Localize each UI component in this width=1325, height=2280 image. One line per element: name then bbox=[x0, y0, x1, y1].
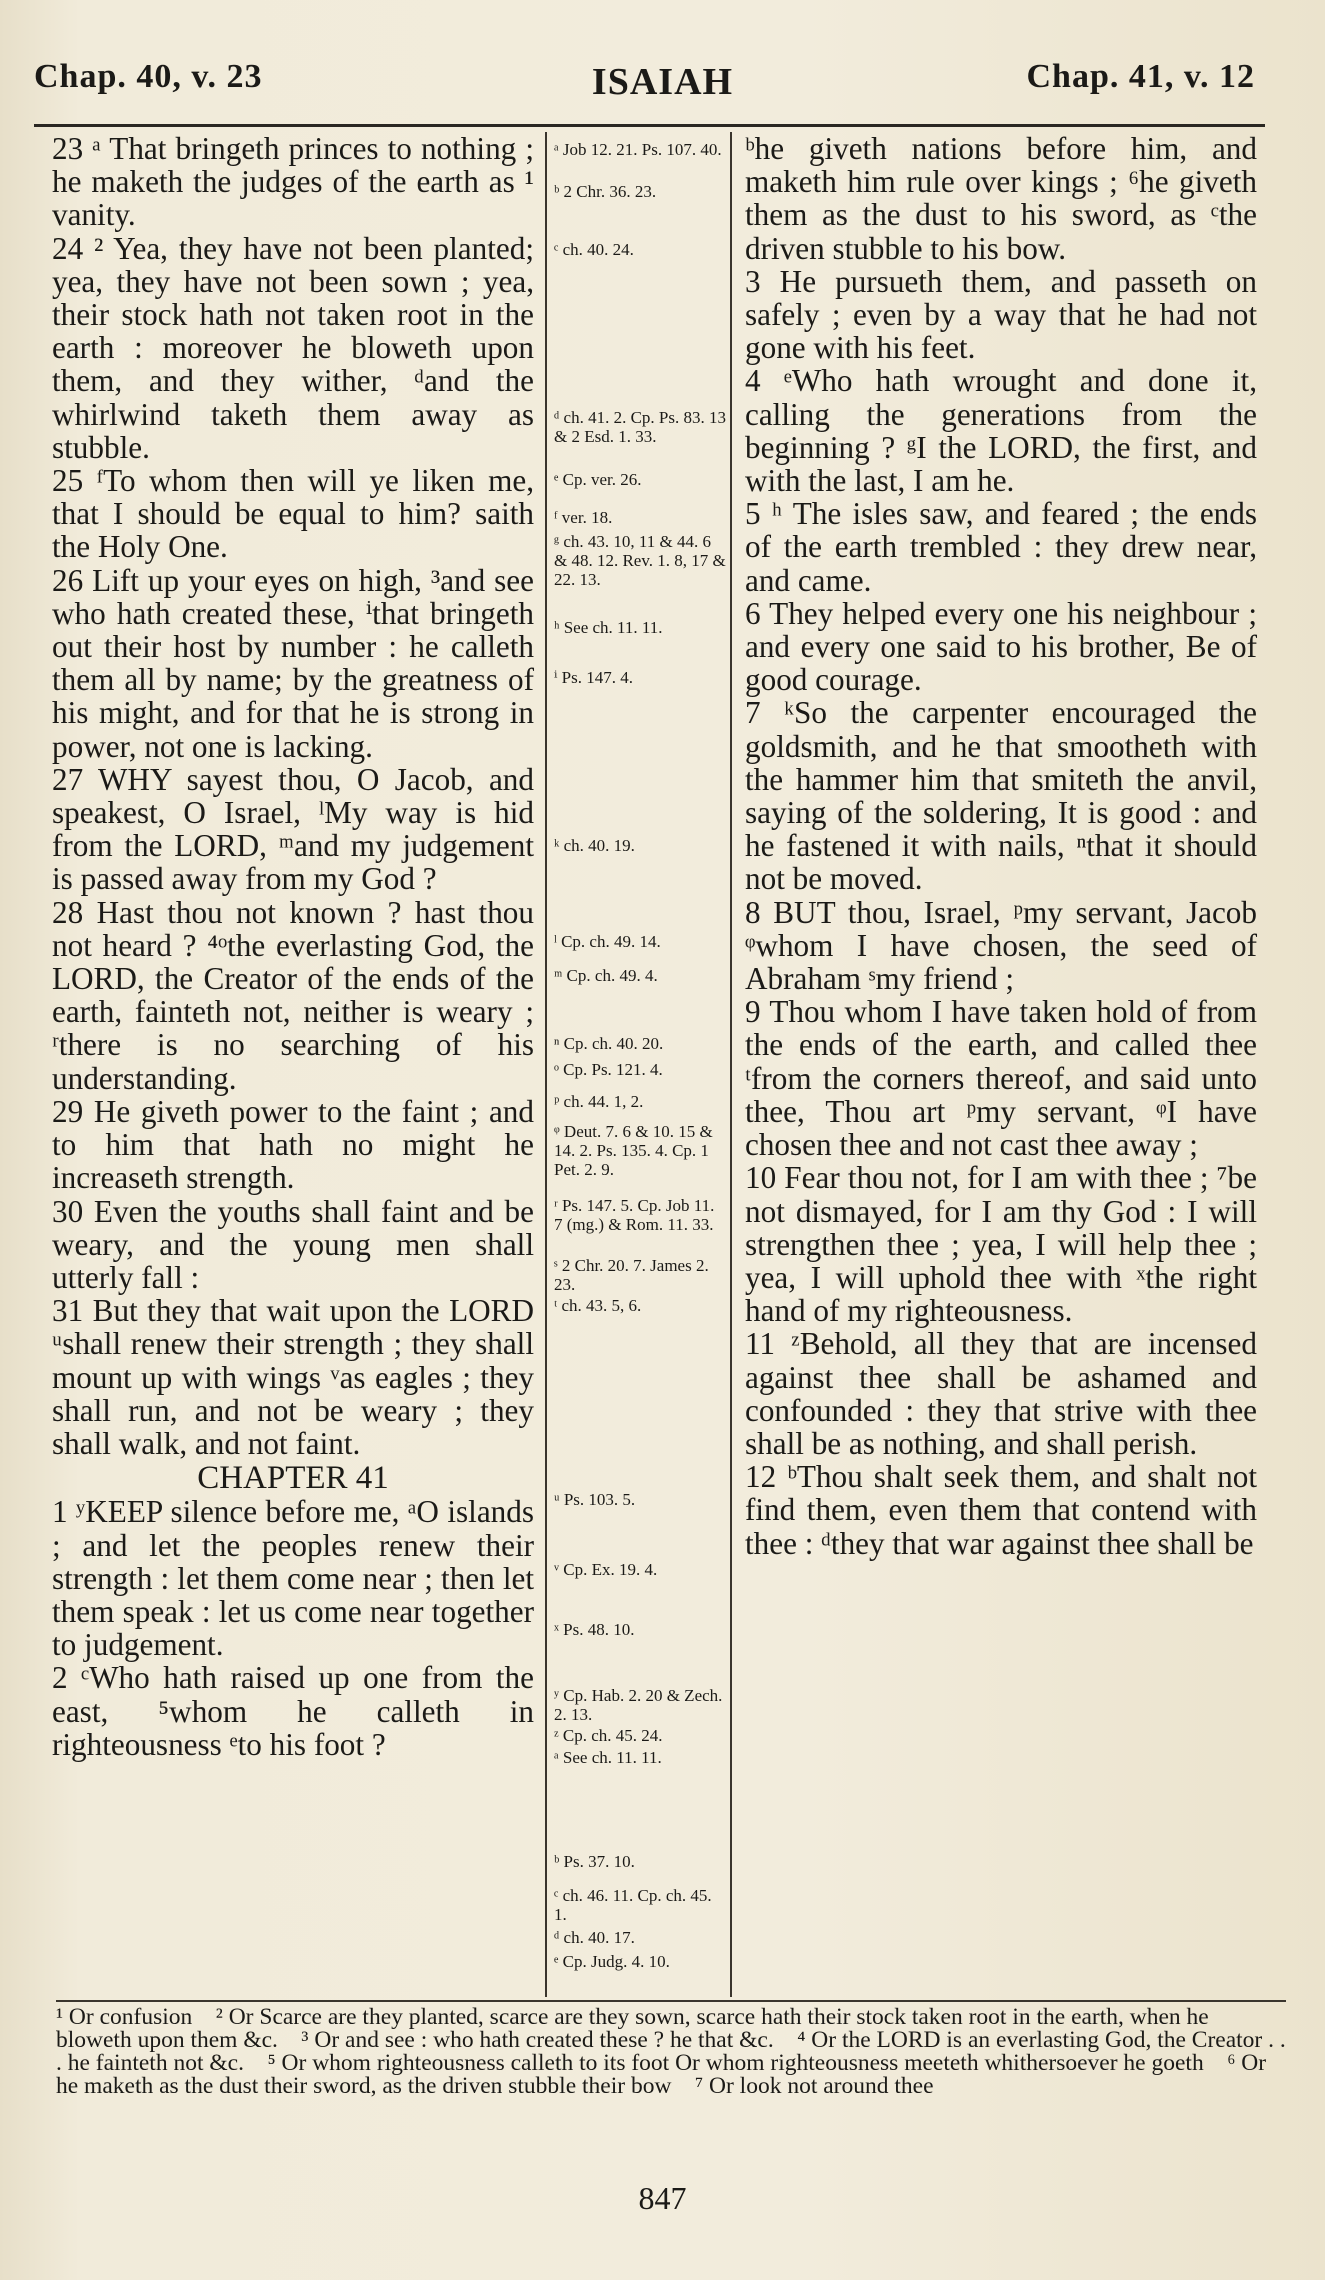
cross-reference: ᵈ ch. 41. 2. Cp. Ps. 83. 13 & 2 Esd. 1. 33. bbox=[554, 408, 726, 446]
cross-reference: ᵍ ch. 43. 10, 11 & 44. 6 & 48. 12. Rev. 1. 8, 17 & 22. 13. bbox=[554, 532, 726, 589]
page-number: 847 bbox=[638, 2180, 687, 2216]
cross-reference: ʳ Ps. 147. 5. Cp. Job 11. 7 (mg.) & Rom. 11. 33. bbox=[554, 1196, 715, 1234]
verse: 4 ᵉWho hath wrought and done it, calling the generations from the beginning ? ᵍI the LORD, the first, and with the last, I am he. bbox=[745, 363, 1257, 499]
verse: 28 Hast thou not known ? hast thou not heard ? ⁴ᵒthe everlasting God, the LORD, the Creator of the ends of the earth, fainteth not, neither is weary ; ʳthere is no searching of his understanding. bbox=[52, 894, 534, 1096]
cross-reference: ᵈ ch. 40. 17. bbox=[554, 1928, 635, 1947]
cross-reference: ˢ 2 Chr. 20. 7. James 2. 23. bbox=[554, 1256, 709, 1294]
verse: 30 Even the youths shall faint and be weary, and the young men shall utterly fall : bbox=[52, 1193, 534, 1295]
cross-reference: ᵠ Deut. 7. 6 & 10. 15 & 14. 2. Ps. 135. 4. Cp. 1 Pet. 2. 9. bbox=[554, 1122, 713, 1179]
cross-reference: ᵛ Cp. Ex. 19. 4. bbox=[554, 1560, 658, 1579]
footnote-rule bbox=[56, 2000, 1286, 2002]
cross-reference: ᵘ Ps. 103. 5. bbox=[554, 1490, 636, 1509]
cross-reference: ʸ Cp. Hab. 2. 20 & Zech. 2. 13. bbox=[554, 1686, 723, 1724]
verse: 26 Lift up your eyes on high, ³and see who hath created these, ⁱthat bringeth out their host by number : he calleth them all by name; by the greatness of his might, and for that he is strong in power, not one is lacking. bbox=[52, 562, 534, 764]
cross-reference: ᶻ Cp. ch. 45. 24. bbox=[554, 1726, 663, 1745]
page-title: ISAIAH bbox=[591, 61, 734, 103]
header-chapter-left: Chap. 40, v. 23 bbox=[34, 58, 263, 95]
right-column bbox=[745, 132, 1257, 1560]
footnotes bbox=[56, 2006, 1286, 2098]
verse: 1 ʸKEEP silence before me, ᵃO islands ; and let the peoples renew their strength : let them come near ; then let them speak : let us come near together to judgement. bbox=[52, 1494, 534, 1663]
verse: 29 He giveth power to the faint ; and to him that hath no might he increaseth strength. bbox=[52, 1093, 534, 1196]
cross-reference: ᵐ Cp. ch. 49. 4. bbox=[554, 966, 658, 985]
footnote: ⁴ Or the LORD is an everlasting God, the Creator . . . he fainteth not &c. bbox=[56, 2027, 1286, 2076]
verse: 8 BUT thou, Israel, ᵖmy servant, Jacob ᵠwhom I have chosen, the seed of Abraham ˢmy friend ; bbox=[745, 894, 1257, 997]
cross-reference: ᶠ ver. 18. bbox=[554, 508, 613, 527]
cross-reference: ᵇ 2 Chr. 36. 23. bbox=[554, 182, 657, 201]
cross-reference: ᵃ See ch. 11. 11. bbox=[554, 1748, 662, 1767]
verse: 25 ᶠTo whom then will ye liken me, that I should be equal to him? saith the Holy One. bbox=[52, 463, 534, 565]
verse: 6 They helped every one his neighbour ; and every one said to his brother, Be of good courage. bbox=[745, 595, 1257, 698]
cross-reference: ⁿ Cp. ch. 40. 20. bbox=[554, 1034, 664, 1053]
verse: 3 He pursueth them, and passeth on safely ; even by a way that he had not gone with his feet. bbox=[745, 263, 1257, 366]
header-chapter-right: Chap. 41, v. 12 bbox=[1026, 58, 1255, 95]
cross-reference: ᵒ Cp. Ps. 121. 4. bbox=[554, 1060, 663, 1079]
verse: 12 ᵇThou shalt seek them, and shalt not find them, even them that contend with thee : ᵈthey that war against thee shall be bbox=[745, 1459, 1257, 1561]
verse: 10 Fear thou not, for I am with thee ; ⁷be not dismayed, for I am thy God : I will strengthen thee ; yea, I will help thee ; yea, I will uphold thee with ˣthe right hand of my righteousness. bbox=[745, 1160, 1257, 1329]
footnote: ¹ Or confusion bbox=[56, 2004, 193, 2030]
verse: ᵇhe giveth nations before him, and maketh him rule over kings ; ⁶he giveth them as the dust to his sword, as ᶜthe driven stubble to his bow. bbox=[745, 131, 1257, 266]
footnote: ⁷ Or look not around thee bbox=[694, 2073, 934, 2099]
cross-reference: ᶜ ch. 46. 11. Cp. ch. 45. 1. bbox=[554, 1886, 712, 1924]
verse: 27 WHY sayest thou, O Jacob, and speakest, O Israel, ˡMy way is hid from the LORD, ᵐand my judgement is passed away from my God ? bbox=[52, 761, 534, 897]
chapter-heading: CHAPTER 41 bbox=[197, 1460, 389, 1497]
cross-reference: ᵉ Cp. Judg. 4. 10. bbox=[554, 1952, 670, 1971]
verse: 11 ᶻBehold, all they that are incensed against thee shall be ashamed and confounded : they that strive with thee shall be as nothing, and shall perish. bbox=[745, 1326, 1257, 1461]
cross-reference: ᵖ ch. 44. 1, 2. bbox=[554, 1092, 644, 1111]
verse: 5 ʰ The isles saw, and feared ; the ends of the earth trembled : they drew near, and came. bbox=[745, 496, 1257, 598]
cross-reference: ᵇ Ps. 37. 10. bbox=[554, 1852, 635, 1871]
verse: 2 ᶜWho hath raised up one from the east, ⁵whom he calleth in righteousness ᵉto his foot ? bbox=[52, 1660, 534, 1762]
header-rule bbox=[34, 124, 1265, 127]
verse: 23 ᵃ That bringeth princes to nothing ; he maketh the judges of the earth as ¹ vanity. bbox=[52, 131, 534, 233]
cross-reference: ᵃ Job 12. 21. Ps. 107. 40. bbox=[554, 140, 722, 159]
verse: 31 But they that wait upon the LORD ᵘshall renew their strength ; they shall mount up with wings ᵛas eagles ; they shall run, and not be weary ; they shall walk, and not faint. bbox=[52, 1293, 534, 1461]
footnote: ³ Or and see : who hath created these ? he that &c. bbox=[301, 2027, 774, 2053]
cross-reference: ⁱ Ps. 147. 4. bbox=[554, 668, 633, 687]
cross-reference: ˣ Ps. 48. 10. bbox=[554, 1620, 635, 1639]
footnote: ⁵ Or whom righteousness calleth to its foot Or whom righteousness meeteth whithersoever he goeth bbox=[267, 2050, 1204, 2076]
footnote: ² Or Scarce are they planted, scarce are they sown, scarce hath their stock taken root in the earth, when he bloweth upon them &c. bbox=[56, 2004, 1209, 2053]
cross-reference: ʰ See ch. 11. 11. bbox=[554, 618, 663, 637]
verse: 9 Thou whom I have taken hold of from the ends of the earth, and called thee ᵗfrom the corners thereof, and said unto thee, Thou art ᵖmy servant, ᵠI have chosen thee and not cast thee away ; bbox=[745, 994, 1257, 1163]
left-column bbox=[52, 132, 534, 1761]
cross-reference: ᵗ ch. 43. 5, 6. bbox=[554, 1296, 642, 1315]
column-divider-left bbox=[545, 132, 547, 1997]
cross-reference: ᶜ ch. 40. 24. bbox=[554, 240, 634, 259]
footnote: ⁶ Or he maketh as the dust their sword, as the driven stubble their bow bbox=[56, 2050, 1267, 2099]
cross-reference: ˡ Cp. ch. 49. 14. bbox=[554, 932, 661, 951]
verse: 7 ᵏSo the carpenter encouraged the goldsmith, and he that smootheth with the hammer him that smiteth the anvil, saying of the soldering, It is good : and he fastened it with nails, ⁿthat it should not be moved. bbox=[745, 695, 1257, 897]
column-divider-right bbox=[730, 132, 732, 1997]
cross-reference: ᵏ ch. 40. 19. bbox=[554, 836, 635, 855]
cross-reference: ᵉ Cp. ver. 26. bbox=[554, 470, 642, 489]
verse: 24 ² Yea, they have not been planted; yea, they have not been sown ; yea, their stock hath not taken root in the earth : moreover he bloweth upon them, and they wither, ᵈand the whirlwind taketh them away as stubble. bbox=[52, 230, 534, 465]
